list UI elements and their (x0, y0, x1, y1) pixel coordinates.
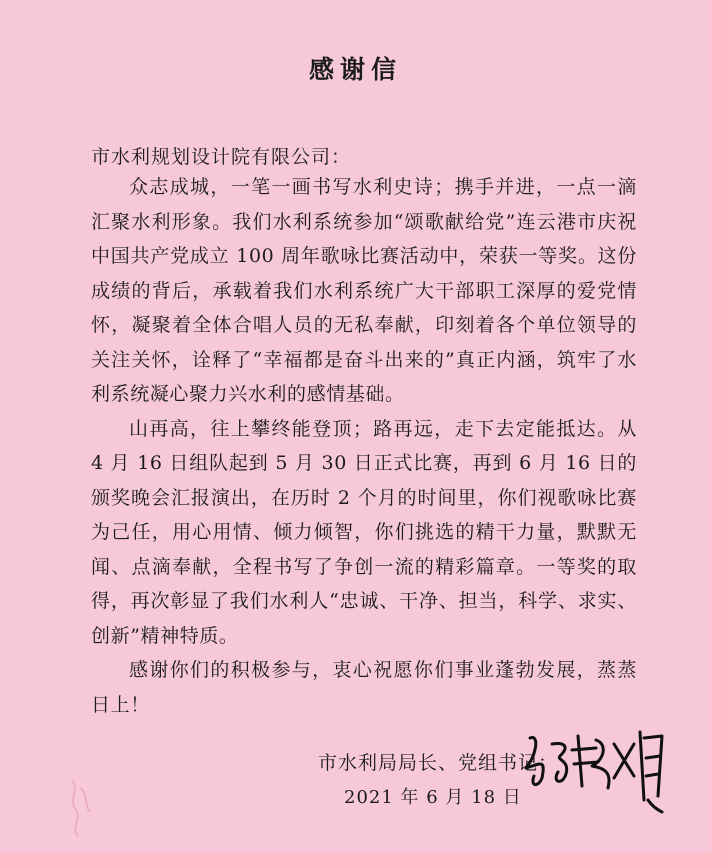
letter-body (91, 170, 637, 722)
letter-date: 2021 年 6 月 18 日 (344, 787, 522, 808)
paragraph: 感谢你们的积极参与，衷心祝愿你们事业蓬勃发展，蒸蒸日上！ (91, 659, 637, 716)
salutation: 市水利规划设计院有限公司： (91, 146, 352, 168)
paragraph: 山再高，往上攀终能登顶；路再远，走下去定能抵达。从 4 月 16 日组队起到 5 月 30 日正式比赛，再到 6 月 16 日的颁奖晚会汇报演出，在历时 2 个月的时间里，你们视歌咏比赛为己任，用心用情、倾力倾智，你们挑选的精干力量，默默无闻、点滴奉献，全程书写了争创一流的精彩篇章。一等奖的取得，再次彰显了我们水利人“忠诚、干净、担当，科学、求实、创新”精神特质。 (91, 417, 637, 647)
paper-stain-icon (60, 770, 100, 840)
signer-title: 市水利局局长、党组书记： (318, 752, 559, 774)
paragraph: 众志成城，一笔一画书写水利史诗；携手并进，一点一滴汇聚水利形象。我们水利系统参加“颂歌献给党”连云港市庆祝中国共产党成立 100 周年歌咏比赛活动中，荣获一等奖。这份成绩的背后，承载着我们水利系统广大干部职工深厚的爱党情怀，凝聚着全体合唱人员的无私奉献，印刻着各个单位领导的关注关怀，诠释了“幸福都是奋斗出来的”真正内涵，筑牢了水利系统凝心聚力兴水利的感情基础。 (91, 176, 637, 405)
letter-title: 感谢信 (308, 55, 402, 84)
handwritten-signature-icon (512, 716, 672, 816)
